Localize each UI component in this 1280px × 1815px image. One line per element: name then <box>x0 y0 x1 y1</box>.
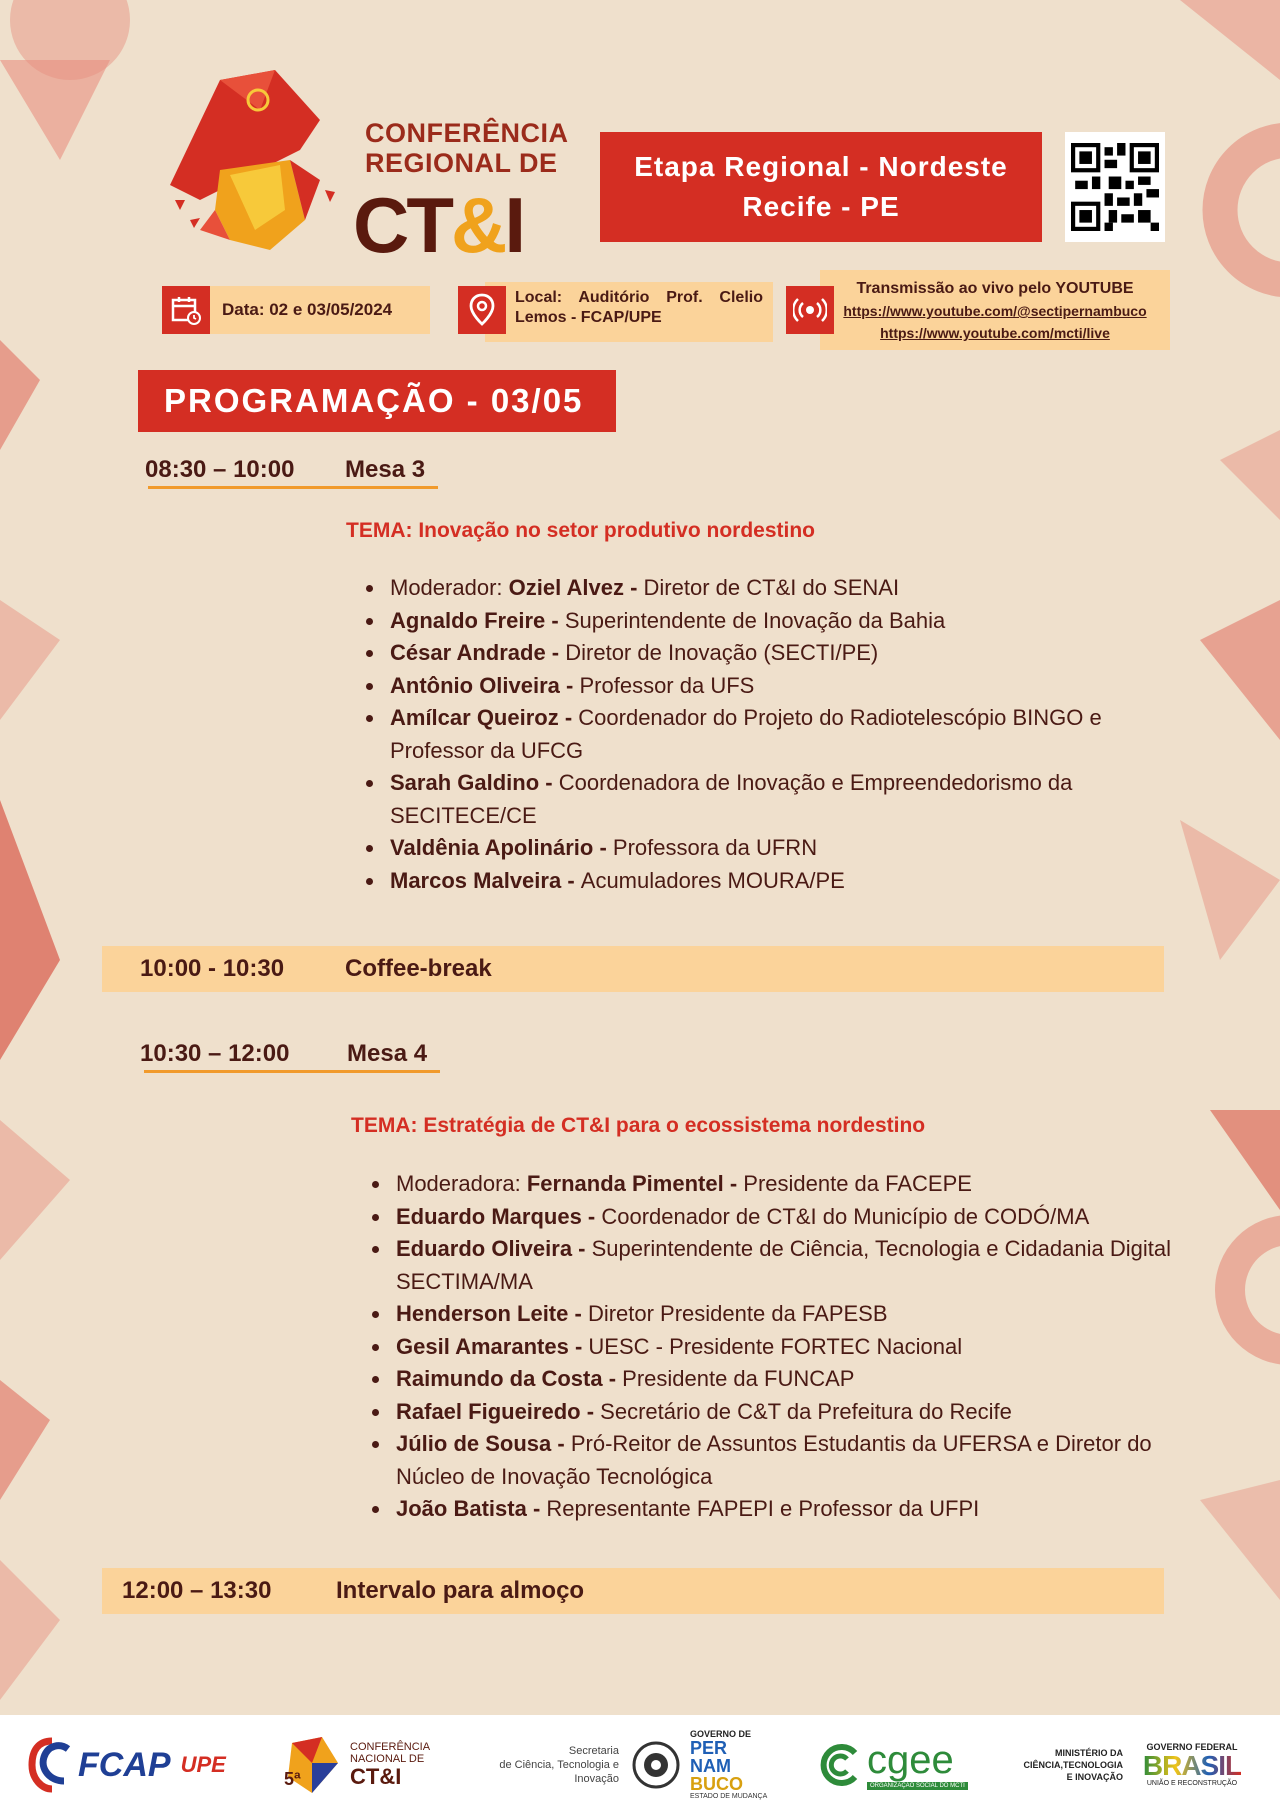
participant-role: Professora da UFRN <box>612 835 818 860</box>
conf5-line1: CONFERÊNCIA <box>350 1741 431 1753</box>
participant-name: César Andrade <box>390 640 546 665</box>
cgee-text-block <box>867 1740 968 1790</box>
programacao-title: PROGRAMAÇÃO - 03/05 <box>138 370 616 432</box>
conf-nacional-logo <box>282 1715 462 1815</box>
participant-name: Fernanda Pimentel <box>526 1171 724 1196</box>
participant-separator: - <box>558 705 579 730</box>
logo-line1: CONFERÊNCIA <box>365 118 569 148</box>
secti-logo <box>484 1715 619 1815</box>
participant-item <box>392 1201 1210 1234</box>
participant-role: Diretor Presidente da FAPESB <box>587 1301 888 1326</box>
participant-separator: - <box>623 575 644 600</box>
pe-gov-text: GOVERNO DE <box>690 1729 752 1739</box>
uniao-text: UNIÃO E RECONSTRUÇÃO <box>1146 1780 1238 1787</box>
participant-role: Coordenador do Projeto do Radiotelescópio BINGO e Professor da UFCG <box>390 705 1102 763</box>
lunch-time: 12:00 – 13:30 <box>122 1577 272 1604</box>
participant-name: Raimundo da Costa <box>396 1366 603 1391</box>
participant-separator: - <box>559 672 580 698</box>
lunch-title: Intervalo para almoço <box>336 1577 585 1604</box>
participant-role: Professor da UFS <box>579 672 755 698</box>
participant-name: Amílcar Queiroz <box>390 705 559 730</box>
conference-logo <box>160 70 569 269</box>
conf5-line2: NACIONAL DE <box>350 1753 425 1765</box>
etapa-line2: Recife - PE <box>742 191 900 222</box>
participant-separator: - <box>581 1203 602 1229</box>
participant-separator: - <box>568 1333 589 1359</box>
live-title: Transmissão ao vivo pelo YOUTUBE <box>856 280 1134 297</box>
participant-role: Diretor de Inovação (SECTI/PE) <box>565 640 879 665</box>
upe-text: UPE <box>180 1752 226 1777</box>
mesa4-participants <box>370 1168 1210 1526</box>
participant-item <box>392 1493 1210 1526</box>
participant-name: João Batista <box>396 1496 527 1521</box>
participant-name: Marcos Malveira <box>390 867 562 893</box>
participant-item <box>386 605 1164 638</box>
participant-prefix: Moderador: <box>390 575 509 600</box>
mesa4-time: 10:30 – 12:00 <box>140 1040 290 1067</box>
participant-separator: - <box>545 607 565 633</box>
participant-role: Acumuladores MOURA/PE <box>580 867 845 893</box>
participant-item <box>392 1428 1210 1493</box>
participant-name: Eduardo Marques <box>396 1203 582 1229</box>
mcti-line1: MINISTÉRIO DA <box>1054 1748 1123 1758</box>
participant-role: Secretário de C&T da Prefeitura do Recife <box>600 1398 1012 1424</box>
participant-role: Presidente da FACEPE <box>743 1171 972 1196</box>
broadcast-icon <box>786 286 834 334</box>
mesa4-underline <box>144 1070 440 1073</box>
mcti-line3: E INOVAÇÃO <box>1066 1772 1123 1782</box>
mcti-logo <box>1005 1715 1123 1815</box>
participant-separator: - <box>580 1398 601 1424</box>
participant-name: Sarah Galdino <box>390 770 540 795</box>
mesa3-participants <box>364 572 1164 897</box>
logo-line2: REGIONAL DE <box>365 148 558 178</box>
participant-separator: - <box>539 770 559 795</box>
footer-logos <box>0 1715 1280 1815</box>
mcti-line2: CIÊNCIA,TECNOLOGIA <box>1023 1760 1123 1770</box>
participant-role: Superintendente de Inovação da Bahia <box>564 607 946 633</box>
cgee-sub: ORGANIZAÇÃO SOCIAL DO MCTI <box>867 1782 968 1790</box>
gov-federal-logo <box>1133 1715 1251 1815</box>
etapa-line1: Etapa Regional - Nordeste <box>634 151 1008 182</box>
participant-separator: - <box>561 867 581 893</box>
participant-item <box>392 1168 1210 1201</box>
participant-name: Eduardo Oliveira <box>396 1236 573 1261</box>
participant-item <box>386 670 1164 703</box>
participant-name: Antônio Oliveira <box>390 672 560 698</box>
participant-name: Rafael Figueiredo <box>396 1398 581 1424</box>
participant-prefix: Moderadora: <box>396 1171 527 1196</box>
participant-name: Valdênia Apolinário <box>390 835 594 860</box>
participant-name: Henderson Leite <box>396 1301 569 1326</box>
participant-item <box>392 1331 1210 1364</box>
mesa4-list <box>370 1168 1210 1526</box>
fcap-mark-icon <box>28 1737 76 1793</box>
participant-item <box>392 1298 1210 1331</box>
participant-item <box>392 1396 1210 1429</box>
mesa4-title: Mesa 4 <box>347 1040 428 1067</box>
qr-code[interactable] <box>1065 132 1165 242</box>
pe-text-1: PER <box>690 1738 728 1758</box>
logo-title <box>365 118 569 178</box>
cgee-mark-icon <box>815 1741 863 1789</box>
fcap-text: FCAP <box>78 1745 171 1784</box>
event-date: Data: 02 e 03/05/2024 <box>210 286 430 334</box>
secti-line2: de Ciência, Tecnologia e <box>499 1759 619 1771</box>
conf5-line3: CT&I <box>350 1764 402 1789</box>
participant-role: Presidente da FUNCAP <box>622 1366 855 1391</box>
youtube-link-secti[interactable]: https://www.youtube.com/@sectipernambuco <box>843 303 1147 319</box>
mesa3-tema: TEMA: Inovação no setor produtivo nordestino <box>346 519 816 542</box>
participant-item <box>386 702 1164 767</box>
participant-separator: - <box>593 835 613 860</box>
participant-name: Oziel Alvez <box>508 575 624 600</box>
participant-name: Gesil Amarantes <box>396 1333 569 1359</box>
participant-separator: - <box>723 1171 744 1196</box>
gov-federal-text: GOVERNO FEDERAL <box>1146 1742 1238 1752</box>
participant-separator: - <box>568 1301 588 1326</box>
pe-text-3: BUCO <box>690 1774 743 1794</box>
participant-item <box>386 865 1164 898</box>
participant-item <box>392 1363 1210 1396</box>
participant-separator: - <box>602 1366 623 1391</box>
mcti-text <box>1023 1747 1123 1783</box>
conf5-text <box>350 1741 430 1789</box>
calendar-icon <box>162 286 210 334</box>
napoleon-hat-icon <box>160 70 360 255</box>
participant-role: Coordenadora de Inovação e Empreendedorismo da SECITECE/CE <box>390 770 1073 828</box>
participant-name: Júlio de Sousa <box>396 1431 552 1456</box>
coffee-title: Coffee-break <box>345 955 492 982</box>
pe-text-2: NAM <box>690 1756 731 1776</box>
mesa3-underline <box>148 486 438 489</box>
lunch-band <box>102 1568 1164 1614</box>
secti-text <box>499 1744 619 1786</box>
participant-item <box>386 767 1164 832</box>
logo-cti <box>353 180 523 271</box>
secti-line3: Inovação <box>574 1773 619 1785</box>
coffee-break-band <box>102 946 1164 992</box>
participant-item <box>392 1233 1210 1298</box>
coffee-time: 10:00 - 10:30 <box>140 955 285 982</box>
etapa-banner <box>600 132 1042 242</box>
pernambuco-logo <box>690 1715 770 1815</box>
logo-amp: & <box>450 181 505 269</box>
mesa3-list <box>364 572 1164 897</box>
live-stream-info <box>820 270 1170 350</box>
mesa3-time: 08:30 – 10:00 <box>145 456 295 483</box>
participant-role: UESC - Presidente FORTEC Nacional <box>588 1333 963 1359</box>
participant-name: Agnaldo Freire <box>390 607 546 633</box>
participant-item <box>386 637 1164 670</box>
participant-separator: - <box>545 640 566 665</box>
participant-role: Diretor de CT&I do SENAI <box>643 575 900 600</box>
participant-separator: - <box>526 1496 547 1521</box>
qr-code-icon <box>1071 143 1159 231</box>
fcap-logo <box>28 1715 253 1815</box>
participant-role: Coordenador de CT&I do Município de CODÓ/MA <box>601 1203 1090 1229</box>
pe-seal-icon <box>630 1737 682 1793</box>
logo-ct: CT <box>353 181 451 269</box>
participant-role: Representante FAPEPI e Professor da UFPI <box>546 1496 980 1521</box>
location-pin-icon <box>458 286 506 334</box>
conf5-number: 5ª <box>284 1769 301 1789</box>
brasil-text: BRASIL <box>1142 1750 1242 1781</box>
participant-item <box>386 832 1164 865</box>
participant-separator: - <box>572 1236 592 1261</box>
participant-item <box>386 572 1164 605</box>
youtube-link-mcti[interactable]: https://www.youtube.com/mcti/live <box>880 325 1110 341</box>
participant-separator: - <box>551 1431 571 1456</box>
pe-seal <box>626 1715 686 1815</box>
event-location: Local: Auditório Prof. Clelio Lemos - FCAP/UPE <box>485 282 773 342</box>
logo-i: I <box>504 181 523 269</box>
participant-role: Pró-Reitor de Assuntos Estudantis da UFERSA e Diretor do Núcleo de Inovação Tecnológica <box>396 1431 1152 1489</box>
secti-line1: Secretaria <box>568 1745 619 1757</box>
mesa3-title: Mesa 3 <box>345 456 426 483</box>
participant-role: Superintendente de Ciência, Tecnologia e Cidadania Digital SECTIMA/MA <box>396 1236 1171 1294</box>
cgee-text: cgee <box>867 1738 954 1782</box>
pe-sub-text: ESTADO DE MUDANÇA <box>690 1793 768 1800</box>
cgee-logo <box>815 1715 985 1815</box>
mesa4-tema: TEMA: Estratégia de CT&I para o ecossistema nordestino <box>351 1114 926 1137</box>
